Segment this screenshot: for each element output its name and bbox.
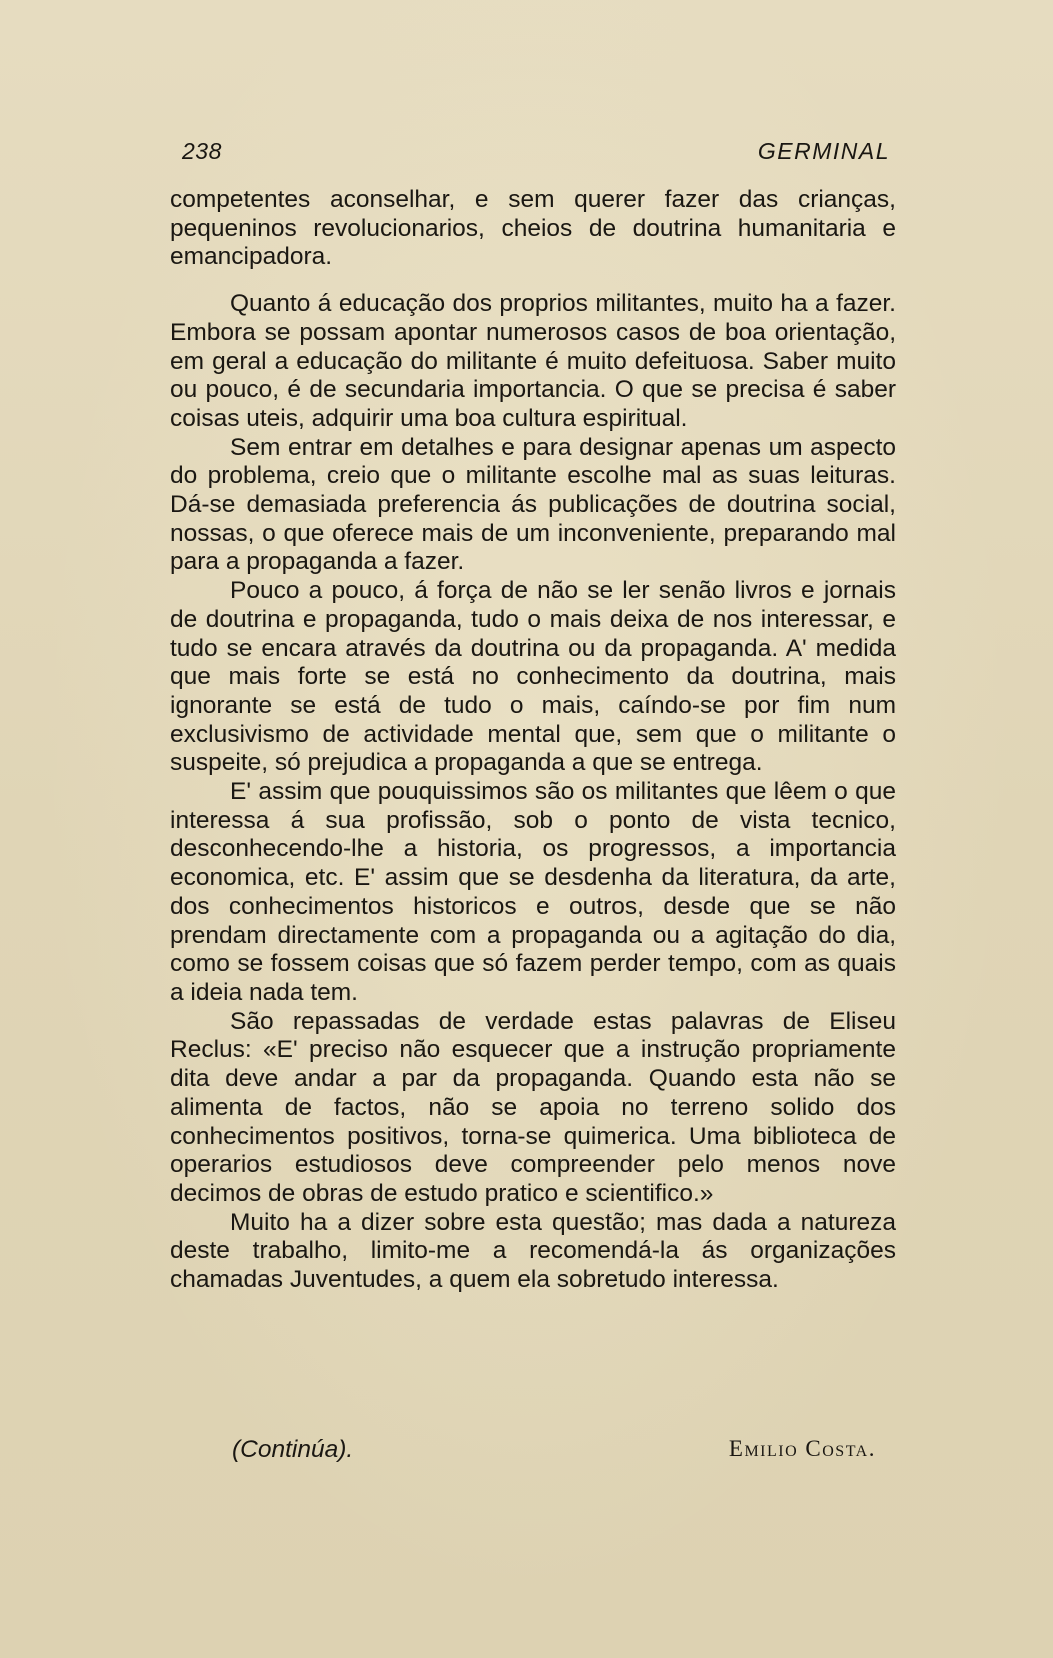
paragraph: E' assim que pouquissimos são os militantes que lêem o que interessa á sua profissão, sob o ponto de vista tecnico, desconhecendo-lhe a historia, os progressos, a importancia economica, etc. E' assim que se desdenha da literatura, da arte, dos conhecimentos historicos e outros, desde que se não prendam directamente com a propaganda ou a agitação do dia, como se fossem coisas que só fazem perder tempo, com as quais a ideia nada tem. [170,778,896,1006]
paragraph: Pouco a pouco, á força de não se ler senão livros e jornais de doutrina e propaganda, tudo o mais deixa de nos interessar, e tudo se encara através da doutrina ou da propaganda. A' medida que mais forte se está no conhecimento da doutrina, mais ignorante se está de tudo o mais, caíndo-se por fim num exclusivismo de actividade mental que, sem que o militante o suspeite, só prejudica a propaganda a que se entrega. [170,577,896,777]
continuation-note: (Continúa). [232,1436,354,1463]
page-number: 238 [182,138,222,164]
paragraph: Muito ha a dizer sobre esta questão; mas dada a natureza deste trabalho, limito-me a recomendá-la ás organizações chamadas Juventudes, a quem ela sobretudo interessa. [170,1208,896,1294]
paragraph: Sem entrar em detalhes e para designar apenas um aspecto do problema, creio que o militante escolhe mal as suas leituras. Dá-se demasiada preferencia ás publicações de doutrina social, nossas, o que oferece mais de um inconveniente, preparando mal para a propaganda a fazer. [170,433,896,576]
paragraph: competentes aconselhar, e sem querer fazer das crianças, pequeninos revolucionarios, cheios de doutrina humanitaria e emancipadora. [170,186,896,271]
paragraph: Quanto á educação dos proprios militantes, muito ha a fazer. Embora se possam apontar numerosos casos de boa orientação, em geral a educação do militante é muito defeituosa. Saber muito ou pouco, é de secundaria importancia. O que se precisa é saber coisas uteis, adquirir uma boa cultura espiritual. [170,290,896,432]
author-signature: Emilio Costa. [728,1436,876,1461]
page-header [170,138,900,172]
running-title: GERMINAL [757,138,890,164]
body-text [170,186,896,1295]
paragraph: São repassadas de verdade estas palavras de Eliseu Reclus: «E' preciso não esquecer que a instrução propriamente dita deve andar a par da propaganda. Quando esta não se alimenta de factos, não se apoia no terreno solido dos conhecimentos positivos, torna-se quimerica. Uma biblioteca de operarios estudiosos deve compreender pelo menos nove decimos de obras de estudo pratico e scientifico.» [170,1007,896,1207]
article-footer [170,1436,896,1468]
